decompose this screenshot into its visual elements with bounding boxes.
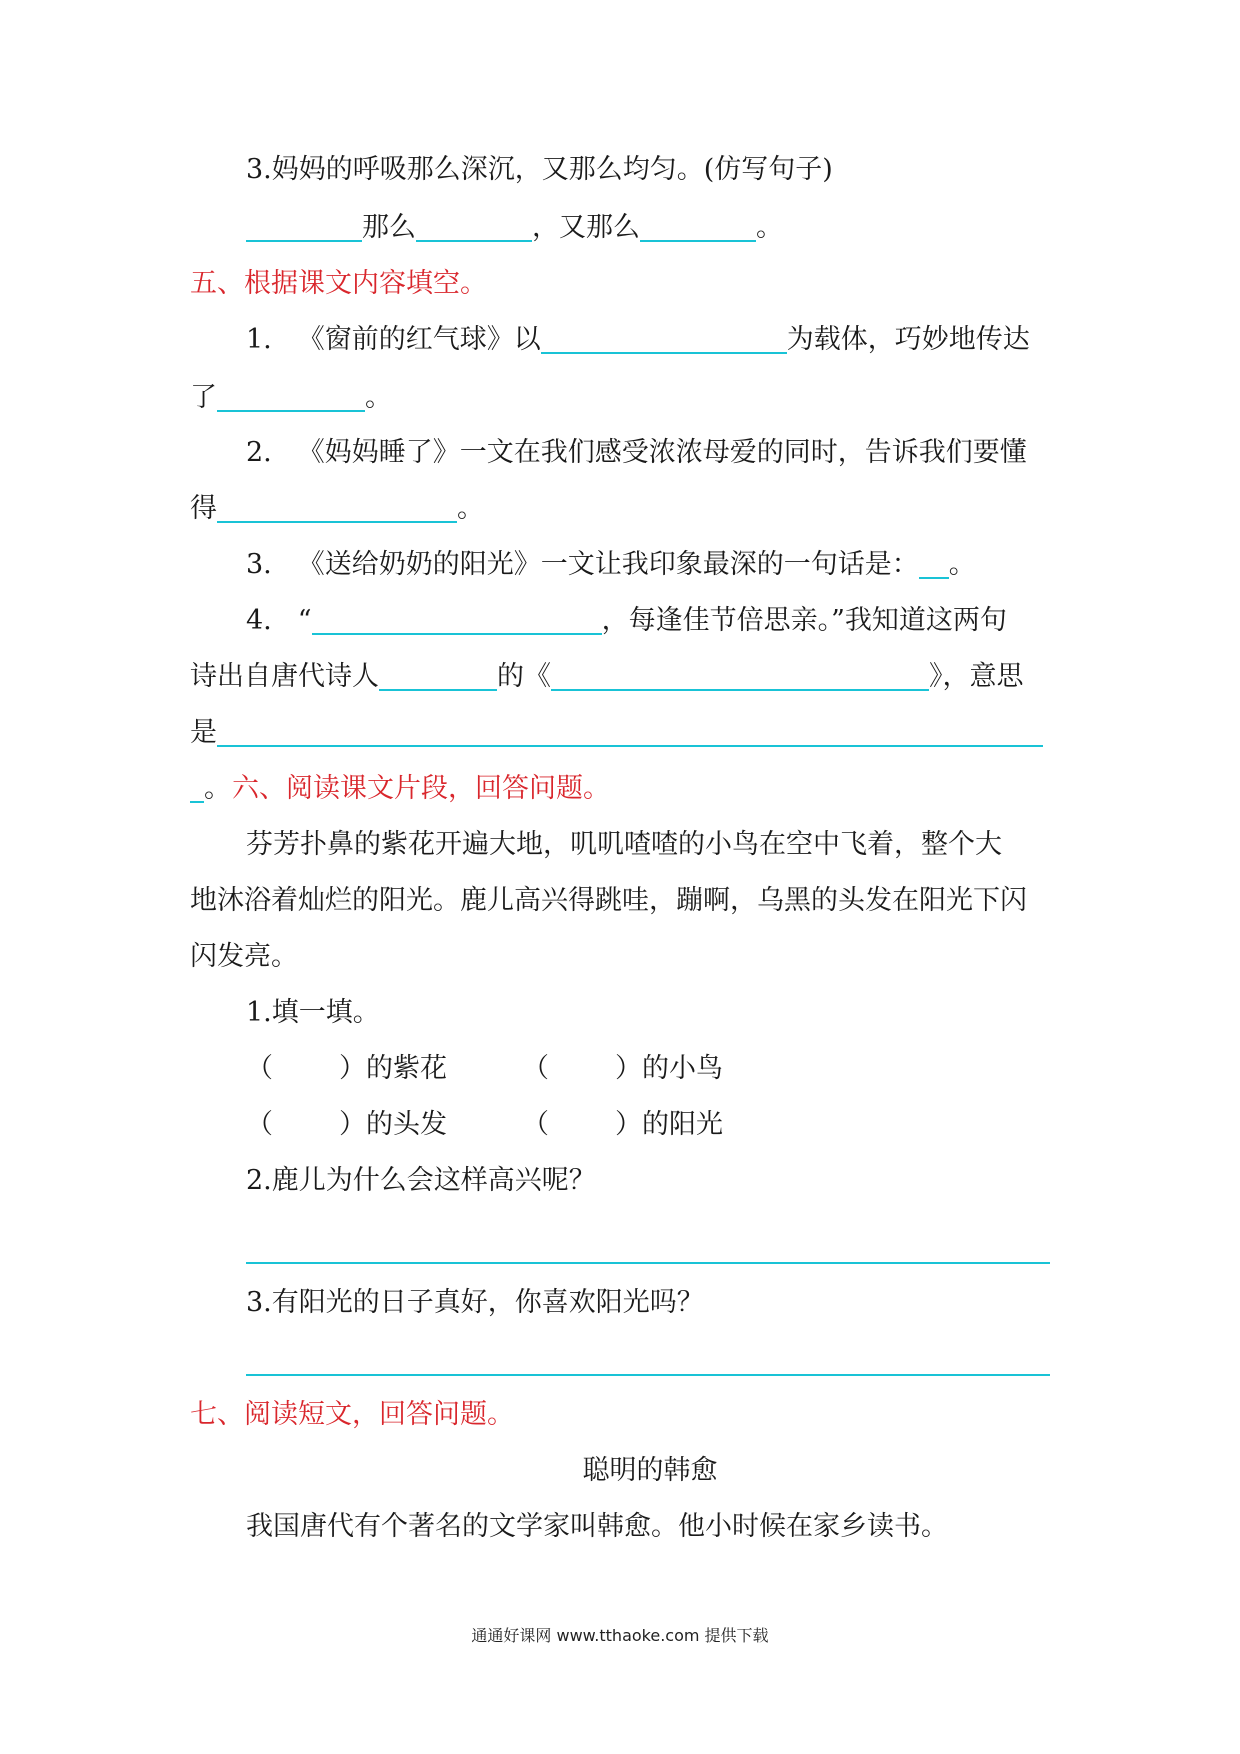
pattern-text: 那么 xyxy=(362,212,416,243)
item-text: 《窗前的红气球》以 xyxy=(297,324,541,355)
sec5-item-4-end xyxy=(190,769,231,809)
item-text: 。 xyxy=(365,382,392,413)
sec5-item-1-cont xyxy=(190,378,392,418)
fill-item xyxy=(246,1105,447,1145)
blank[interactable] xyxy=(312,603,602,635)
story-title: 聪明的韩愈 xyxy=(582,1455,718,1486)
blank[interactable] xyxy=(541,322,787,354)
item-text: “ xyxy=(297,605,312,636)
blank[interactable] xyxy=(190,771,204,803)
section-6-title: 六、阅读课文片段，回答问题。 xyxy=(232,773,610,804)
open-paren: （ xyxy=(246,1053,273,1084)
sec5-item-3 xyxy=(246,545,976,585)
sec6-q1: 1.填一填。 xyxy=(246,997,380,1028)
blank[interactable] xyxy=(217,380,365,412)
passage-line: 芬芳扑鼻的紫花开遍大地，叽叽喳喳的小鸟在空中飞着，整个大 xyxy=(246,829,1002,860)
pattern-text: 。 xyxy=(756,212,783,243)
sec5-item-2-cont xyxy=(190,489,484,529)
item-text: 。 xyxy=(948,549,976,580)
sec5-item-4 xyxy=(246,601,1007,641)
blank[interactable] xyxy=(246,210,362,242)
item-text: 》，意思 xyxy=(929,661,1024,692)
sec5-item-1 xyxy=(246,320,1030,360)
item-number: 2. xyxy=(246,437,272,468)
section-7-title: 七、阅读短文，回答问题。 xyxy=(190,1399,514,1430)
item-number: 4. xyxy=(246,605,272,636)
q4-3-prompt: 3.妈妈的呼吸那么深沉，又那么均匀。(仿写句子) xyxy=(246,154,833,185)
blank[interactable] xyxy=(640,210,756,242)
item-text: 。 xyxy=(457,493,484,524)
fill-item xyxy=(522,1105,723,1145)
section-5-title: 五、根据课文内容填空。 xyxy=(190,268,487,299)
blank[interactable] xyxy=(379,659,497,691)
open-paren: （ xyxy=(246,1109,273,1140)
fill-text: ）的阳光 xyxy=(615,1109,723,1140)
blank[interactable] xyxy=(217,715,1043,747)
fill-text: ）的紫花 xyxy=(339,1053,447,1084)
item-number: 1. xyxy=(246,324,272,355)
blank[interactable] xyxy=(416,210,532,242)
open-paren: （ xyxy=(522,1109,549,1140)
item-text: 了 xyxy=(190,382,217,413)
item-text: 。 xyxy=(204,773,231,804)
pattern-text: ，又那么 xyxy=(532,212,640,243)
fill-item xyxy=(246,1049,447,1089)
fill-item xyxy=(522,1049,723,1089)
story-line: 我国唐代有个著名的文学家叫韩愈。他小时候在家乡读书。 xyxy=(246,1511,948,1542)
item-text: 为载体，巧妙地传达 xyxy=(786,324,1030,355)
sec6-q3: 3.有阳光的日子真好，你喜欢阳光吗？ xyxy=(246,1287,704,1318)
blank[interactable] xyxy=(217,491,457,523)
passage-line: 闪发亮。 xyxy=(190,941,298,972)
answer-line[interactable] xyxy=(246,1374,1050,1376)
item-text: ，每逢佳节倍思亲。”我知道这两句 xyxy=(601,605,1007,636)
item-number: 3. xyxy=(246,549,272,580)
q4-3-pattern xyxy=(246,208,783,248)
open-paren: （ xyxy=(522,1053,549,1084)
item-text: 《妈妈睡了》一文在我们感受浓浓母爱的同时，告诉我们要懂 xyxy=(297,437,1027,468)
answer-line[interactable] xyxy=(246,1262,1050,1264)
item-text: 的《 xyxy=(497,661,551,692)
fill-text: ）的小鸟 xyxy=(615,1053,723,1084)
sec6-q2: 2.鹿儿为什么会这样高兴呢？ xyxy=(246,1165,596,1196)
item-text: 《送给奶奶的阳光》一文让我印象最深的一句话是： xyxy=(297,549,919,580)
sec5-item-4-cont xyxy=(190,657,1024,697)
footer: 通通好课网 www.tthaoke.com 提供下载 xyxy=(471,1626,769,1645)
item-text: 诗出自唐代诗人 xyxy=(190,661,379,692)
item-text: 是 xyxy=(190,717,217,748)
sec5-item-2 xyxy=(246,433,1027,473)
blank[interactable] xyxy=(919,547,949,579)
sec5-item-4-cont2 xyxy=(190,713,1043,753)
item-text: 得 xyxy=(190,493,217,524)
blank[interactable] xyxy=(551,659,929,691)
fill-text: ）的头发 xyxy=(339,1109,447,1140)
passage-line: 地沐浴着灿烂的阳光。鹿儿高兴得跳哇，蹦啊，乌黑的头发在阳光下闪 xyxy=(190,885,1027,916)
